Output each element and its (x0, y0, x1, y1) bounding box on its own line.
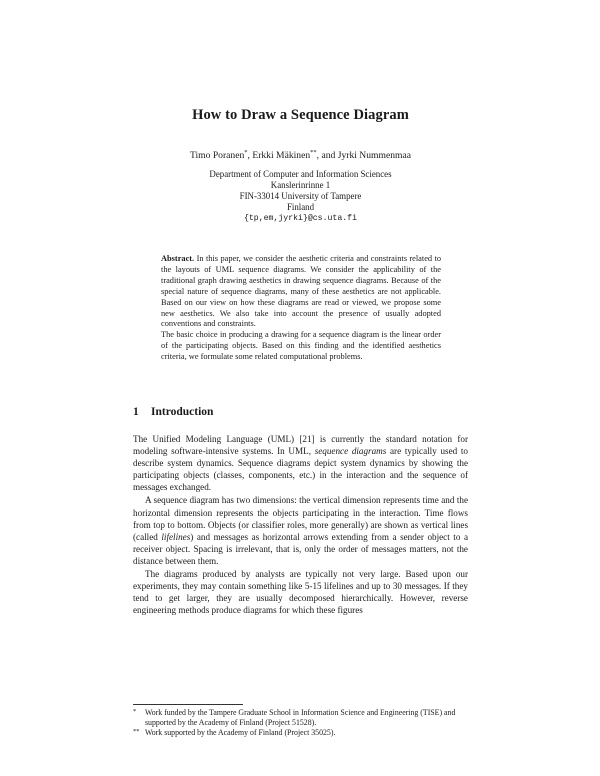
abstract-paragraph: The basic choice in producing a drawing for a sequence diagram is the linear order of the participating objects. Based on this finding and the identified aesthetics criteria, we formulate some related computational problems. (161, 330, 441, 362)
footnote-text: Work supported by the Academy of Finland (Project 35025). (145, 728, 336, 738)
footnote-mark: * (133, 708, 137, 715)
author-name: Erkki Mäkinen (252, 150, 311, 162)
author-name: Timo Poranen (189, 150, 245, 162)
footnote-divider (133, 704, 243, 705)
section-number: 1 (133, 406, 139, 418)
abstract-text: In this paper, we consider the aesthetic criteria and constraints related to the layouts of UML sequence diagrams. We consider the applicability of the traditional graph drawing aesthetics in drawing sequence diagrams. Because of the special nature of sequence diagrams, many of these aesthetics are not applicable. Based on our view on how these diagrams are read or viewed, we propose some new aesthetics. We also take into account the presence of usually adopted conventions and constraints. (161, 254, 441, 329)
section-heading (133, 406, 213, 418)
section-title: Introduction (151, 406, 214, 418)
footnote-mark: ** (133, 728, 140, 736)
author-name: Jyrki Nummenmaa (337, 150, 411, 162)
body-paragraph (133, 433, 468, 493)
emphasis-text: sequence diagrams (314, 446, 387, 457)
body-text-run: The Unified Modeling Language (UML) [21] is currently the standard notation for modeling software-intensive systems. In UML, (133, 434, 468, 457)
section-body (133, 433, 468, 616)
author-email: {tp,em,jyrki}@cs.uta.fi (243, 214, 357, 223)
abstract-label: Abstract. (161, 254, 195, 263)
affiliation-line: Department of Computer and Information Sciences (209, 169, 392, 179)
body-paragraph: The diagrams produced by analysts are typically not very large. Based upon our experiments, they may contain something like 5-15 lifelines and up to 30 messages. If they tend to get larger, they are usually decomposed hierarchically. However, reverse engineering methods produce diagrams for which these figures (133, 569, 468, 616)
affiliation (133, 169, 468, 224)
paper-title: How to Draw a Sequence Diagram (192, 107, 409, 123)
body-paragraph (133, 494, 468, 567)
author-list (133, 149, 468, 161)
affiliation-line: Finland (286, 202, 315, 212)
body-text-run: A sequence diagram has two dimensions: the vertical dimension represents time and the horizontal dimension represents the objects participating in the interaction. Time flows from top to bottom. Objects (or classifier roles, more generally) are shown as vertical lines (called (133, 495, 468, 542)
body-text-run: are typically used to describe system dynamics. Sequence diagrams depict system dynamics by showing the participating objects (classes, components, etc.) in the interaction and the sequence of messages exchanged. (133, 446, 468, 493)
footnote (133, 708, 468, 728)
affiliation-line: FIN-33014 University of Tampere (239, 191, 362, 201)
affiliation-line: Kanslerinrinne 1 (270, 180, 331, 190)
abstract-paragraph (161, 254, 441, 330)
author-separator: , and (316, 150, 338, 162)
author-footnote-mark: ** (310, 149, 317, 156)
abstract (161, 254, 441, 363)
author-footnote-mark: * (244, 149, 248, 156)
author-separator: , (247, 150, 253, 162)
footnote-text: Work funded by the Tampere Graduate School in Information Science and Engineering (TISE) and supported by the Academy of Finland (Project 51528). (145, 708, 456, 728)
footnotes (133, 708, 468, 739)
emphasis-text: lifelines (161, 531, 191, 542)
body-text-run: ) and messages as horizontal arrows extending from a sender object to a receiver object. Spacing is irrelevant, that is, only the order of messages matters, not the distance between them. (133, 531, 468, 566)
footnote (133, 728, 468, 738)
